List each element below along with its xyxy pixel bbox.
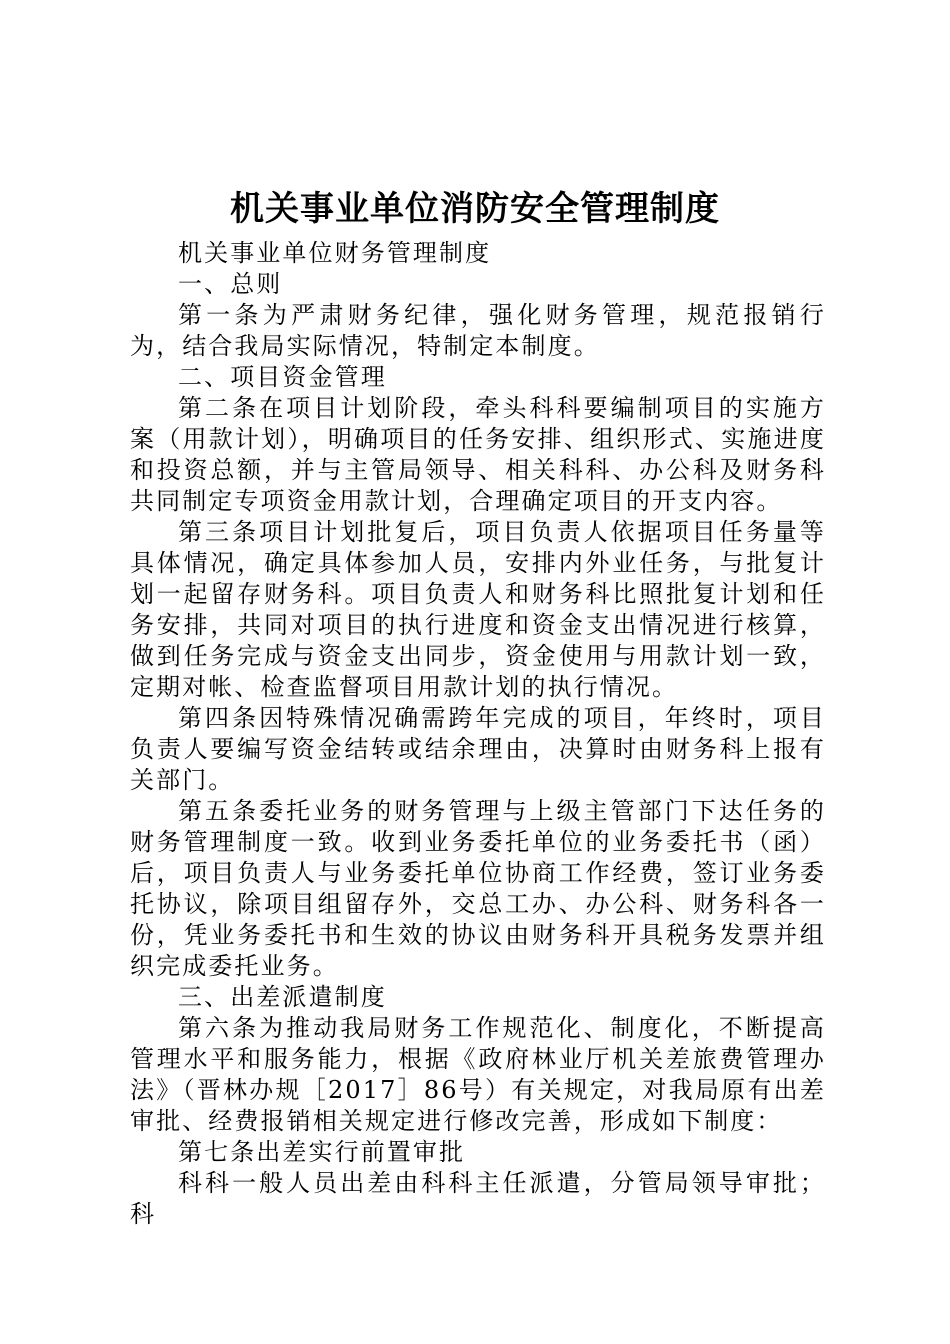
paragraph: 第五条委托业务的财务管理与上级主管部门下达任务的财务管理制度一致。收到业务委托单位的业务委托书（函）后，项目负责人与业务委托单位协商工作经费，签订业务委托协议，除项目组留存外，交总工办、办公科、财务科各一份，凭业务委托书和生效的协议由财务科开具税务发票并组织完成委托业务。 [130,797,826,980]
document-body [130,238,826,1230]
paragraph: 第一条为严肃财务纪律，强化财务管理，规范报销行为，结合我局实际情况，特制定本制度。 [130,301,826,360]
section-heading: 二、项目资金管理 [178,363,387,391]
paragraph: 科科一般人员出差由科科主任派遣，分管局领导审批；科 [130,1169,826,1228]
paragraph: 第六条为推动我局财务工作规范化、制度化，不断提高管理水平和服务能力，根据《政府林业厅机关差旅费管理办法》（晋林办规［2017］86号）有关规定，对我局原有出差审批、经费报销相关规定进行修改完善，形成如下制度： [130,1014,826,1135]
paragraph: 机关事业单位财务管理制度 [178,239,492,267]
paragraph: 第四条因特殊情况确需跨年完成的项目，年终时，项目负责人要编写资金结转或结余理由，决算时由财务科上报有关部门。 [130,704,826,794]
paragraph: 第二条在项目计划阶段，牵头科科要编制项目的实施方案（用款计划），明确项目的任务安排、组织形式、实施进度和投资总额，并与主管局领导、相关科科、办公科及财务科共同制定专项资金用款计划，合理确定项目的开支内容。 [130,394,826,515]
paragraph: 第七条出差实行前置审批 [178,1138,466,1166]
paragraph: 第三条项目计划批复后，项目负责人依据项目任务量等具体情况，确定具体参加人员，安排内外业任务，与批复计划一起留存财务科。项目负责人和财务科比照批复计划和任务安排，共同对项目的执行进度和资金支出情况进行核算，做到任务完成与资金支出同步，资金使用与用款计划一致，定期对帐、检查监督项目用款计划的执行情况。 [130,518,826,701]
document-title: 机关事业单位消防安全管理制度 [230,189,720,229]
section-heading: 三、出差派遣制度 [178,983,387,1011]
section-heading: 一、总则 [178,270,283,298]
